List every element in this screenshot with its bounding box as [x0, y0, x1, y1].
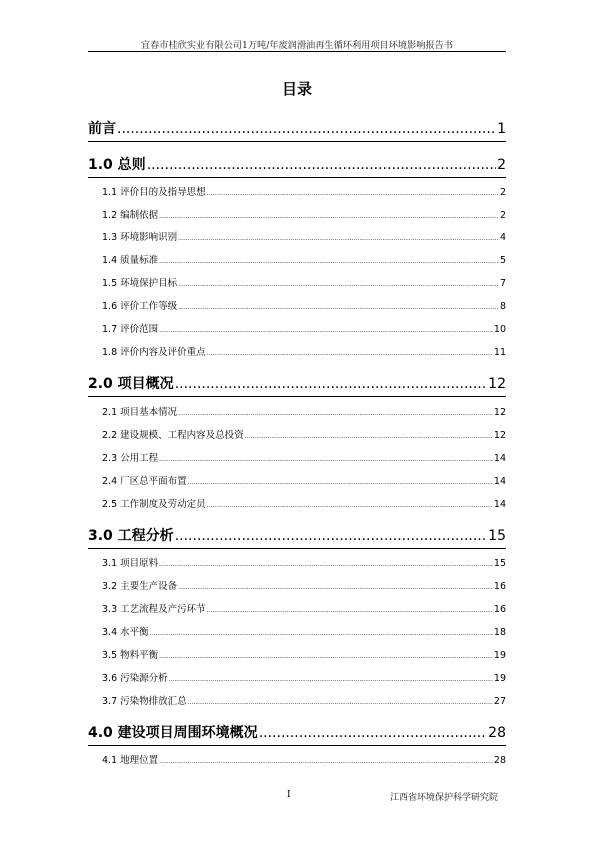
toc-chapter-entry[interactable]	[88, 525, 506, 545]
toc-section-entry[interactable]	[88, 624, 506, 638]
toc-section-entry[interactable]	[88, 670, 506, 684]
toc-section-entry[interactable]	[88, 184, 506, 198]
toc-entry-label: 2.5 工作制度及劳动定员	[102, 499, 206, 510]
toc-entry-page: 14	[493, 453, 506, 464]
toc-leader-dots	[169, 676, 493, 683]
toc-leader-dots	[150, 630, 493, 637]
toc-entry-page: 8	[499, 301, 506, 312]
toc-entry-label: 2.3 公用工程	[102, 453, 159, 464]
header-divider	[88, 51, 506, 52]
toc-leader-dots	[175, 376, 487, 392]
toc-leader-dots	[245, 433, 493, 440]
toc-entry-label: 1.2 编制依据	[102, 210, 159, 221]
toc-entry-page: 7	[499, 278, 506, 289]
toc-section-entry[interactable]	[88, 344, 506, 358]
toc-entry-label: 2.4 厂区总平面布置	[102, 476, 187, 487]
toc-entry-page: 5	[499, 255, 506, 266]
toc-leader-dots	[178, 584, 493, 591]
toc-section-entry[interactable]	[88, 252, 506, 266]
toc-leader-dots	[147, 157, 496, 173]
toc-entry-label: 1.4 质量标准	[102, 255, 159, 266]
toc-entry-label: 3.7 污染物排放汇总	[102, 696, 187, 707]
toc-section-entry[interactable]	[88, 473, 506, 487]
toc-entry-page: 14	[493, 476, 506, 487]
toc-leader-dots	[178, 410, 493, 417]
toc-leader-dots	[207, 350, 493, 357]
toc-entry-label: 3.2 主要生产设备	[102, 581, 178, 592]
toc-leader-dots	[188, 699, 493, 706]
toc-entry-page: 18	[493, 627, 506, 638]
toc-leader-dots	[159, 456, 493, 463]
toc-leader-dots	[159, 653, 493, 660]
toc-entry-page: 1	[497, 121, 506, 137]
toc-section-entry[interactable]	[88, 298, 506, 312]
toc-section-entry[interactable]	[88, 450, 506, 464]
toc-entry-label: 2.0 项目概况	[88, 376, 174, 392]
toc-entry-label: 1.3 环境影响识别	[102, 232, 178, 243]
toc-leader-dots	[207, 607, 493, 614]
toc-leader-dots	[159, 213, 499, 220]
toc-entry-page: 15	[493, 558, 506, 569]
toc-leader-dots	[159, 758, 493, 765]
toc-entry-label: 4.1 地理位置	[102, 755, 159, 766]
toc-entry-label: 2.2 建设规模、工程内容及总投资	[102, 430, 244, 441]
toc-leader-dots	[117, 121, 496, 137]
toc-entry-label: 3.3 工艺流程及产污环节	[102, 604, 206, 615]
toc-section-entry[interactable]	[88, 427, 506, 441]
toc-section-entry[interactable]	[88, 275, 506, 289]
running-header: 宜春市桂欣实业有限公司1万吨/年废润滑油再生循环利用项目环境影响报告书	[140, 40, 454, 51]
toc-entry-label: 3.4 水平衡	[102, 627, 149, 638]
toc-entry-page: 14	[493, 499, 506, 510]
toc-entry-page: 11	[493, 347, 506, 358]
toc-entry-page: 19	[493, 650, 506, 661]
toc-title: 目录	[281, 80, 312, 98]
toc-leader-dots	[259, 725, 487, 741]
toc-leader-dots	[175, 528, 487, 544]
toc-entry-label: 3.6 污染源分析	[102, 673, 168, 684]
toc-leader-dots	[159, 258, 499, 265]
toc-entry-page: 2	[499, 210, 506, 221]
toc-section-entry[interactable]	[88, 404, 506, 418]
toc-leader-dots	[178, 304, 499, 311]
toc-leader-dots	[178, 281, 499, 288]
toc-section-entry[interactable]	[88, 496, 506, 510]
toc-entry-page: 15	[488, 528, 506, 544]
toc-entry-page: 28	[493, 755, 506, 766]
toc-entry-page: 27	[493, 696, 506, 707]
toc-section-entry[interactable]	[88, 578, 506, 592]
toc-entry-label: 3.5 物料平衡	[102, 650, 159, 661]
toc-entry-page: 12	[493, 430, 506, 441]
toc-leader-dots	[159, 327, 493, 334]
toc-section-entry[interactable]	[88, 693, 506, 707]
toc-chapter-entry[interactable]	[88, 722, 506, 742]
toc-entry-page: 2	[499, 187, 506, 198]
toc-entry-label: 4.0 建设项目周围环境概况	[88, 725, 258, 741]
toc-entry-page: 2	[497, 157, 506, 173]
toc-entry-label: 2.1 项目基本情况	[102, 407, 178, 418]
toc-entry-label: 3.1 项目原料	[102, 558, 159, 569]
toc-leader-dots	[159, 561, 493, 568]
toc-section-entry[interactable]	[88, 555, 506, 569]
toc-chapter-entry[interactable]	[88, 373, 506, 393]
toc-section-entry[interactable]	[88, 321, 506, 335]
toc-entry-label: 1.5 环境保护目标	[102, 278, 178, 289]
toc-entry-page: 4	[499, 232, 506, 243]
toc-section-entry[interactable]	[88, 207, 506, 221]
toc-leader-dots	[207, 502, 493, 509]
toc-entry-page: 19	[493, 673, 506, 684]
toc-entry-label: 1.0 总则	[88, 157, 146, 173]
toc-leader-dots	[178, 235, 499, 242]
toc-section-entry[interactable]	[88, 601, 506, 615]
toc-entry-label: 前言	[88, 121, 116, 137]
toc-chapter-entry[interactable]	[88, 154, 506, 174]
toc-entry-page: 16	[493, 604, 506, 615]
toc-entry-label: 1.1 评价目的及指导思想	[102, 187, 206, 198]
toc-section-entry[interactable]	[88, 752, 506, 766]
toc-entry-label: 1.8 评价内容及评价重点	[102, 347, 206, 358]
toc-entry-label: 1.6 评价工作等级	[102, 301, 178, 312]
toc-leader-dots	[207, 190, 499, 197]
toc-entry-page: 12	[488, 376, 506, 392]
toc-entry-page: 16	[493, 581, 506, 592]
footer-organization: 江西省环境保护科学研究院	[390, 793, 499, 803]
toc-entry-page: 12	[493, 407, 506, 418]
toc-section-entry[interactable]	[88, 647, 506, 661]
toc-entry-label: 1.7 评价范围	[102, 324, 159, 335]
toc-entry-page: 28	[488, 725, 506, 741]
toc-chapter-entry[interactable]	[88, 118, 506, 138]
page-number: I	[287, 790, 291, 800]
toc-leader-dots	[188, 479, 493, 486]
toc-entry-page: 10	[493, 324, 506, 335]
toc-entry-label: 3.0 工程分析	[88, 528, 174, 544]
toc-section-entry[interactable]	[88, 229, 506, 243]
